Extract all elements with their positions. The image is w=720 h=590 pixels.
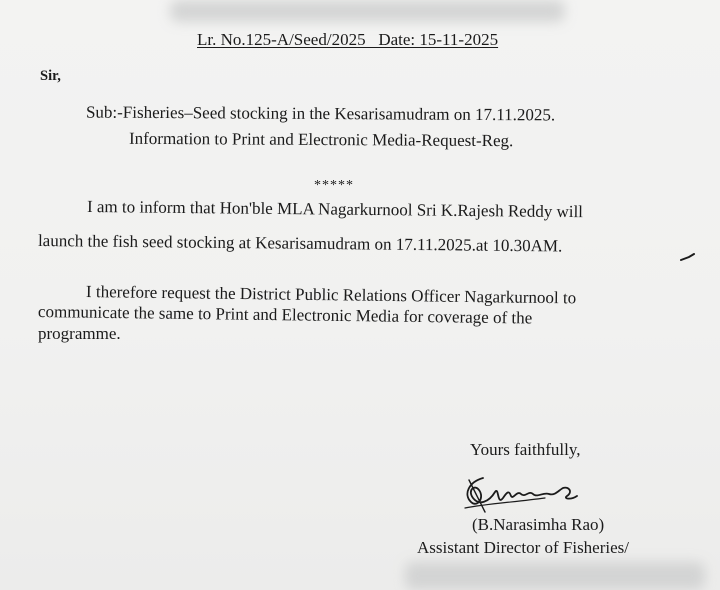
salutation: Sir, [40,68,61,84]
subject-line-2: Information to Print and Electronic Media-Request-Reg. [128,128,514,151]
paragraph-1-line-2: launch the fish seed stocking at Kesarisamudram on 17.11.2025.at 10.30AM. [37,231,563,256]
signature-icon [455,468,590,520]
signatory-name: (B.Narasimha Rao) [472,515,605,534]
closing: Yours faithfully, [470,440,581,459]
redacted-footer [405,562,705,590]
signatory-designation: Assistant Director of Fisheries/ [417,538,629,557]
paragraph-1-line-1: I am to inform that Hon'ble MLA Nagarkurnool Sri K.Rajesh Reddy will [86,197,584,222]
redacted-header [170,0,565,22]
paragraph-2-line-2: communicate the same to Print and Electronic Media for coverage of the [37,302,533,328]
pen-mark-icon [680,252,696,262]
paragraph-2-line-3: programme. [38,324,121,343]
letter-reference: Lr. No.125-A/Seed/2025 Date: 15-11-2025 [197,30,499,49]
subject-line-1: Sub:-Fisheries–Seed stocking in the Kesarisamudram on 17.11.2025. [85,102,556,125]
paragraph-2-line-1: I therefore request the District Public Relations Officer Nagarkurnool to [85,282,577,308]
separator: ***** [314,178,354,193]
